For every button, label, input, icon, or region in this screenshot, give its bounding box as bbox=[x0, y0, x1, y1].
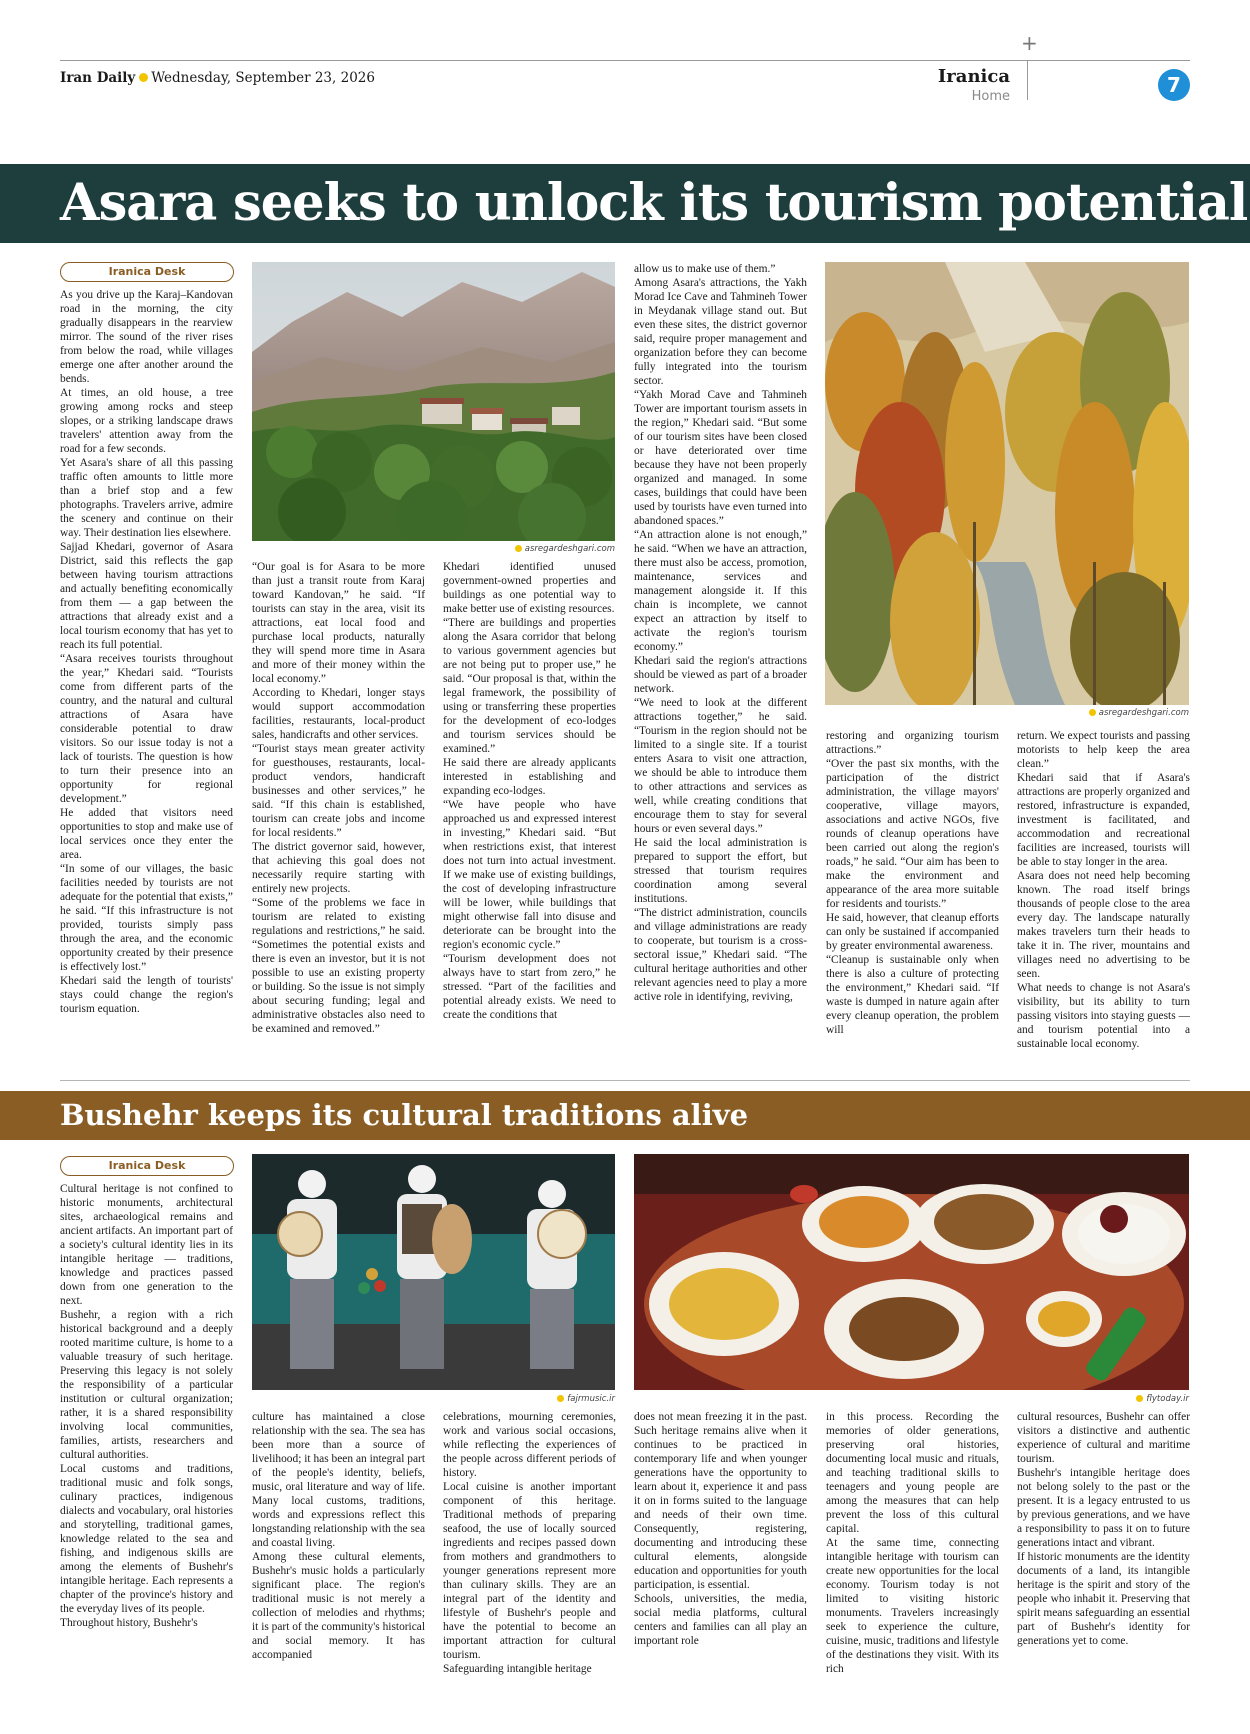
paragraph: “Yakh Morad Cave and Tahmineh Tower are important tourism assets in the region,” Khedari said. “But some of our tourism sites have been closed or have deteriorated over time because they have not been properly organized and managed. In some cases, buildings that could have been used by tourists have even turned into abandoned spaces.” bbox=[634, 389, 807, 527]
paragraph: Khedari said the region's attractions should be viewed as part of a broader network. bbox=[634, 655, 807, 695]
masthead-left bbox=[60, 70, 375, 86]
paragraph: cultural resources, Bushehr can offer visitors a distinctive and authentic experience of cultural and maritime tourism. bbox=[1017, 1411, 1190, 1465]
article2-photo1-credit bbox=[450, 1394, 615, 1404]
paragraph: What needs to change is not Asara's visibility, but its ability to turn passing visitors into staying guests — and tourism potential into a sustainable local economy. bbox=[1017, 982, 1190, 1050]
paragraph: Khedari said that if Asara's attractions are properly organized and restored, infrastructure is expanded, investment is facilitated, and accommodation and recreational facilities are increased, tourists will be able to stay longer in the area. bbox=[1017, 772, 1190, 868]
paragraph: Khedari identified unused government-owned properties and buildings as one potential way to make better use of existing resources. bbox=[443, 561, 616, 615]
article1-photo-autumn bbox=[825, 262, 1189, 705]
paragraph: “Tourism development does not always have to start from zero,” he stressed. “Part of the facilities and potential already exists. We need to create the conditions that bbox=[443, 953, 616, 1021]
article1-column-6 bbox=[1017, 729, 1190, 1070]
paragraph: Safeguarding intangible heritage bbox=[443, 1663, 592, 1675]
article1-photo-village bbox=[252, 262, 615, 541]
paragraph: Local cuisine is another important component of this heritage. Traditional methods of preparing seafood, the use of locally sourced ingredients and recipes passed down from mothers and grandmothers to younger generations represent more than culinary skills. They are an integral part of the identity and lifestyle of Bushehr's people and have the potential to become an important attraction for cultural tourism. bbox=[443, 1481, 616, 1661]
paragraph: He added that visitors need opportunities to stop and make use of local services once they enter the area. bbox=[60, 807, 233, 861]
paragraph: Sajjad Khedari, governor of Asara District, said this reflects the gap between having tourism attractions and actually benefiting economically from them — a gap between the attractions that already exist and a local tourism economy that has yet to reach its full potential. bbox=[60, 541, 233, 651]
article2-photo-food bbox=[634, 1154, 1189, 1390]
article2-column-2 bbox=[252, 1410, 425, 1692]
paragraph: culture has maintained a close relationship with the sea. The sea has been more than a source of livelihood; it has been an integral part of the people's identity, beliefs, music, oral literature and way of life. Many local customs, traditions, words and expressions reflect this longstanding relationship with the sea and coastal living. bbox=[252, 1411, 425, 1549]
paragraph: “Some of the problems we face in tourism are related to existing regulations and restrictions,” he said. “Sometimes the potential exists and there is even an investor, but it is not possible to use an existing property or building. So the issue is not simply about securing funding; legal and administrative obstacles also need to be examined and removed.” bbox=[252, 897, 425, 1035]
paragraph: Asara does not need help becoming known. The road itself brings thousands of people close to the area every day. The landscape naturally makes travelers turn their heads to take it in. The river, mountains and villages need no advertising to be seen. bbox=[1017, 870, 1190, 980]
paragraph: Throughout history, Bushehr's bbox=[60, 1617, 198, 1629]
article1-desk-label: Iranica Desk bbox=[60, 262, 234, 282]
paragraph: “In some of our villages, the basic facilities needed by tourists are not adequate for the potential that exists,” he said. “If this infrastructure is not provided, tourists simply pass through the area, and the economic opportunity created by their presence is effectively lost.” bbox=[60, 863, 233, 973]
yellow-dot-icon bbox=[1089, 709, 1096, 716]
article1-column-1 bbox=[60, 288, 233, 1070]
paragraph: return. We expect tourists and passing motorists to help keep the area clean.” bbox=[1017, 730, 1190, 770]
paragraph: Bushehr, a region with a rich historical background and a deeply rooted maritime culture, is home to a valuable treasury of such heritage. Preserving this legacy is not solely the responsibility of a particular institution or cultural organization; rather, it is a shared responsibility involving local communities, families, artists, researchers and cultural authorities. bbox=[60, 1309, 233, 1461]
paragraph: in this process. Recording the memories of older generations, preserving oral histories, documenting local music and rituals, and teaching traditional skills to teenagers and young people are among the measures that can help prevent the loss of this cultural capital. bbox=[826, 1411, 999, 1535]
paragraph: “We have people who have approached us and expressed interest in investing,” Khedari said. “But when restrictions exist, that interest does not turn into actual investment. If we make use of existing buildings, the cost of developing infrastructure will be lower, while buildings that might otherwise fall into disuse and deteriorate can be brought into the region's economic cycle.” bbox=[443, 799, 616, 951]
paragraph: “Asara receives tourists throughout the year,” Khedari said. “Tourists come from different parts of the country, and the natural and cultural attractions of Asara have considerable potential to draw visitors. So our issue today is not a lack of tourists. The question is how to turn their presence into an opportunity for regional development.” bbox=[60, 653, 233, 805]
paragraph: Khedari said the length of tourists' stays could change the region's tourism equation. bbox=[60, 975, 233, 1015]
paper-name: Iran Daily bbox=[60, 70, 136, 86]
yellow-dot-icon bbox=[515, 545, 522, 552]
paragraph: “Tourist stays mean greater activity for guesthouses, restaurants, local-product vendors, handicraft businesses and other services,” he said. “If this chain is established, tourism can create jobs and income for local residents.” bbox=[252, 743, 425, 839]
issue-date: Wednesday, September 23, 2026 bbox=[151, 70, 375, 86]
paragraph: He said the local administration is prepared to support the effort, but stressed that tourism requires coordination among several institutions. bbox=[634, 837, 807, 905]
article2-photo2-credit bbox=[1020, 1394, 1189, 1404]
article2-column-5 bbox=[826, 1410, 999, 1692]
paragraph: The district governor said, however, that achieving this goal does not necessarily require starting with entirely new projects. bbox=[252, 841, 425, 895]
crosshair-icon: + bbox=[1021, 31, 1038, 55]
paragraph: “An attraction alone is not enough,” he said. “When we have an attraction, there must also be access, promotion, maintenance, services and management alongside it. If this chain is incomplete, we cannot expect an attraction by itself to activate the region's tourism economy.” bbox=[634, 529, 807, 653]
yellow-dot-icon bbox=[139, 73, 148, 82]
credit-text: flytoday.ir bbox=[1146, 1394, 1189, 1404]
paragraph: restoring and organizing tourism attractions.” bbox=[826, 730, 999, 756]
article1-column-5 bbox=[826, 729, 999, 1070]
article1-photo2-credit bbox=[1000, 708, 1189, 718]
masthead-rule bbox=[60, 60, 1190, 61]
paragraph: He said, however, that cleanup efforts can only be sustained if accompanied by greater environmental awareness. bbox=[826, 912, 999, 952]
paragraph: “There are buildings and properties along the Asara corridor that belong to various government agencies but are not being put to proper use,” he said. “Our proposal is that, within the legal framework, the possibility of using or transferring these properties for the development of eco-lodges and tourism services should be examined.” bbox=[443, 617, 616, 755]
paragraph: Among Asara's attractions, the Yakh Morad Ice Cave and Tahmineh Tower in Meydanak village stand out. But even these sites, the district governor said, require proper management and organization before they can become fully integrated into the tourism sector. bbox=[634, 277, 807, 387]
paragraph: At times, an old house, a tree growing among rocks and steep slopes, or a striking landscape draws travelers' attention away from the road for a few seconds. bbox=[60, 387, 233, 455]
paragraph: allow us to make use of them.” bbox=[634, 263, 776, 275]
article2-photo-musicians bbox=[252, 1154, 615, 1390]
credit-text: fajrmusic.ir bbox=[567, 1394, 615, 1404]
subsection-name: Home bbox=[971, 89, 1010, 104]
paragraph: Schools, universities, the media, social media platforms, cultural centers and families can all play an important role bbox=[634, 1593, 807, 1647]
paragraph: “We need to look at the different attractions together,” he said. “Tourism in the region should not be limited to a single site. If a tourist enters Asara to visit one attraction, we should be able to introduce them to other attractions and services as well, while creating conditions that encourage them to stay for several hours or even several days.” bbox=[634, 697, 807, 835]
article2-column-3 bbox=[443, 1410, 616, 1692]
yellow-dot-icon bbox=[557, 1395, 564, 1402]
yellow-dot-icon bbox=[1136, 1395, 1143, 1402]
paragraph: If historic monuments are the identity documents of a land, its intangible heritage is the spirit and story of the people who inhabit it. Preserving that spirit means safeguarding an essential part of Bushehr's identity for generations yet to come. bbox=[1017, 1551, 1190, 1647]
paragraph: He said there are already applicants interested in establishing and expanding eco-lodges. bbox=[443, 757, 616, 797]
masthead-divider bbox=[1027, 60, 1028, 100]
paragraph: “Our goal is for Asara to be more than just a transit route from Karaj toward Kandovan,” he said. “If tourists can stay in the area, visit its attractions, eat local food and purchase local products, naturally they will spend more time in Asara and more of their money within the local economy.” bbox=[252, 561, 425, 685]
paragraph: Bushehr's intangible heritage does not belong solely to the past or the present. It is a legacy entrusted to us by previous generations, and we have a responsibility to pass it on to future generations intact and vibrant. bbox=[1017, 1467, 1190, 1549]
paragraph: Local customs and traditions, traditional music and folk songs, culinary practices, indigenous dialects and vocabulary, oral histories and storytelling, traditional games, knowledge related to the sea and fishing, and indigenous skills are among the elements of Bushehr's intangible heritage. Each represents a chapter of the province's history and the everyday lives of its people. bbox=[60, 1463, 233, 1615]
paragraph: Cultural heritage is not confined to historic monuments, architectural sites, archaeological remains and ancient artifacts. An important part of a society's cultural identity lies in its intangible heritage — traditions, knowledge and practices passed down from one generation to the next. bbox=[60, 1183, 233, 1307]
paragraph: As you drive up the Karaj–Kandovan road in the morning, the city gradually disappears in the rearview mirror. The sound of the river rises from below the road, while villages emerge one after another around the bends. bbox=[60, 289, 233, 385]
credit-text: asregardeshgari.com bbox=[1098, 708, 1189, 718]
paragraph: celebrations, mourning ceremonies, work and various social occasions, while reflecting the experiences of the people across different periods of history. bbox=[443, 1411, 616, 1479]
article1-headline: Asara seeks to unlock its tourism potential bbox=[0, 164, 1250, 243]
article1-column-3 bbox=[443, 560, 616, 1070]
paragraph: Among these cultural elements, Bushehr's music holds a particularly significant place. The region's traditional music is not merely a collection of melodies and rhythms; it is part of the community's historical and social memory. It has accompanied bbox=[252, 1551, 425, 1661]
paragraph: “The district administration, councils and village administrations are ready to cooperate, but tourism is a cross-sectoral issue,” Khedari said. “The cultural heritage authorities and other relevant agencies need to play a more active role in identifying, reviving, bbox=[634, 907, 807, 1003]
paragraph: At the same time, connecting intangible heritage with tourism can create new opportunities for the local economy. Tourism today is not limited to visiting historic monuments. Travelers increasingly seek to experience the culture, cuisine, music, traditions and lifestyle of the destinations they visit. With its rich bbox=[826, 1537, 999, 1675]
article2-column-4 bbox=[634, 1410, 807, 1692]
section-name: Iranica bbox=[937, 66, 1010, 87]
article2-column-1 bbox=[60, 1182, 233, 1692]
page-number-badge: 7 bbox=[1158, 69, 1190, 101]
paragraph: “Cleanup is sustainable only when there is also a culture of protecting the environment,” Khedari said. “If waste is dumped in nature again after every cleanup operation, the problem will bbox=[826, 954, 999, 1036]
credit-text: asregardeshgari.com bbox=[524, 544, 615, 554]
article-divider bbox=[60, 1080, 1190, 1081]
paragraph: does not mean freezing it in the past. Such heritage remains alive when it continues to be practiced in contemporary life and when younger generations have the opportunity to learn about it, experience it and pass it on in forms suited to the language and needs of their own time. Consequently, registering, documenting and introducing these cultural elements, alongside education and opportunities for youth participation, is essential. bbox=[634, 1411, 807, 1591]
paragraph: “Over the past six months, with the participation of the district administration, the village mayors' cooperative, village mayors, associations and active NGOs, five rounds of cleanup operations have been carried out along the region's roads,” he said. “Our aim has been to make the environment and appearance of the area more suitable for residents and tourists.” bbox=[826, 758, 999, 910]
article2-desk-label: Iranica Desk bbox=[60, 1156, 234, 1176]
article2-column-6 bbox=[1017, 1410, 1190, 1692]
article1-column-4 bbox=[634, 262, 807, 1070]
article1-column-2 bbox=[252, 560, 425, 1070]
article1-photo1-credit bbox=[450, 544, 615, 554]
paragraph: Yet Asara's share of all this passing traffic often amounts to little more than a brief stop and a few photographs. Travelers arrive, admire the scenery and continue on their way. Their destination lies elsewhere. bbox=[60, 457, 233, 539]
article2-headline: Bushehr keeps its cultural traditions alive bbox=[0, 1091, 1250, 1140]
paragraph: According to Khedari, longer stays would support accommodation facilities, restaurants, local-product sales, handicrafts and other services. bbox=[252, 687, 425, 741]
